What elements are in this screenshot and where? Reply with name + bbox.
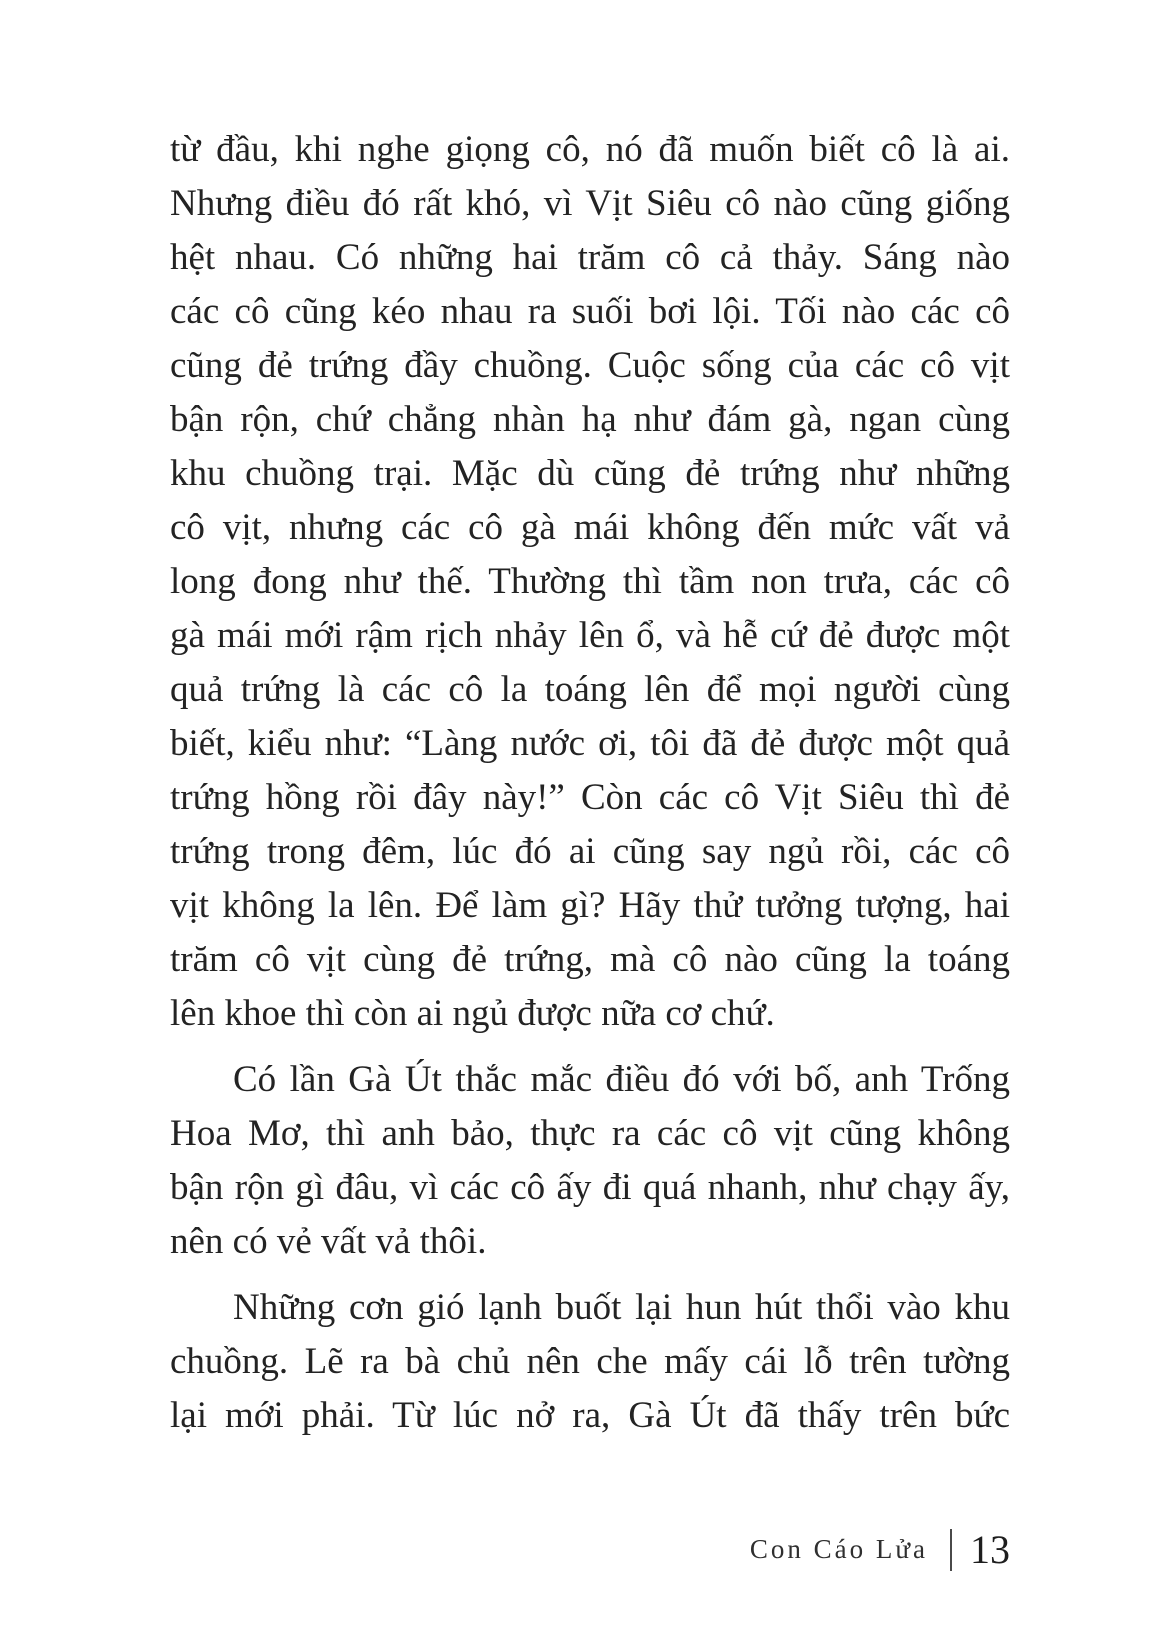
paragraph (170, 123, 1010, 1041)
page-number: 13 (970, 1527, 1010, 1572)
text-line: Những cơn gió lạnh buốt lại hun hút thổi vào khu (233, 1287, 1010, 1328)
text-line: bận rộn gì đâu, vì các cô ấy đi quá nhanh, như chạy ấy, (170, 1167, 1010, 1208)
text-line: lên khoe thì còn ai ngủ được nữa cơ chứ. (170, 993, 775, 1034)
text-line: hệt nhau. Có những hai trăm cô cả thảy. Sáng nào (170, 237, 1010, 278)
text-line: các cô cũng kéo nhau ra suối bơi lội. Tối nào các cô (170, 291, 1010, 332)
text-line: biết, kiểu như: “Làng nước ơi, tôi đã đẻ được một quả (170, 723, 1010, 764)
text-line: từ đầu, khi nghe giọng cô, nó đã muốn biết cô là ai. (170, 129, 1010, 170)
footer-divider (950, 1529, 952, 1571)
text-line: vịt không la lên. Để làm gì? Hãy thử tưởng tượng, hai (170, 885, 1010, 926)
text-line: chuồng. Lẽ ra bà chủ nên che mấy cái lỗ trên tường (170, 1341, 1010, 1382)
text-line: cũng đẻ trứng đầy chuồng. Cuộc sống của các cô vịt (170, 345, 1010, 386)
text-line: trứng hồng rồi đây này!” Còn các cô Vịt Siêu thì đẻ (170, 777, 1010, 818)
text-line: nên có vẻ vất vả thôi. (170, 1221, 487, 1262)
page-footer (750, 1526, 1010, 1573)
text-line: khu chuồng trại. Mặc dù cũng đẻ trứng như những (170, 453, 1010, 494)
text-line: gà mái mới rậm rịch nhảy lên ổ, và hễ cứ đẻ được một (170, 615, 1010, 656)
text-line: lại mới phải. Từ lúc nở ra, Gà Út đã thấy trên bức (170, 1395, 1010, 1436)
book-title: Con Cáo Lửa (749, 1534, 928, 1564)
paragraph (170, 1053, 1010, 1269)
text-line: cô vịt, nhưng các cô gà mái không đến mức vất vả (170, 507, 1010, 548)
text-line: trứng trong đêm, lúc đó ai cũng say ngủ rồi, các cô (170, 831, 1010, 872)
body-text (170, 123, 1010, 1443)
text-line: Có lần Gà Út thắc mắc điều đó với bố, anh Trống (233, 1059, 1010, 1100)
text-line: bận rộn, chứ chẳng nhàn hạ như đám gà, ngan cùng (170, 399, 1010, 440)
text-line: trăm cô vịt cùng đẻ trứng, mà cô nào cũng la toáng (170, 939, 1010, 980)
text-line: Hoa Mơ, thì anh bảo, thực ra các cô vịt cũng không (170, 1113, 1010, 1154)
text-line: long đong như thế. Thường thì tầm non trưa, các cô (170, 561, 1010, 602)
text-line: Nhưng điều đó rất khó, vì Vịt Siêu cô nào cũng giống (170, 183, 1010, 224)
text-line: quả trứng là các cô la toáng lên để mọi người cùng (170, 669, 1010, 710)
paragraph (170, 1281, 1010, 1443)
